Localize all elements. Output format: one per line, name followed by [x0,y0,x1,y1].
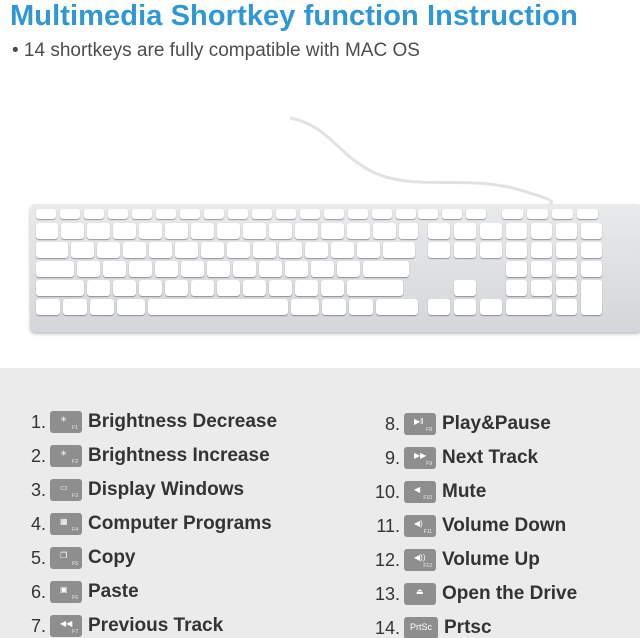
item-number: 2. [30,445,46,466]
keyboard-key [531,261,552,277]
item-label: Next Track [442,447,539,468]
keyboard-key [466,209,486,219]
keyboard-key [191,280,214,296]
keyboard-key [295,223,318,239]
keyboard-key [383,242,415,258]
keyboard-key [357,242,380,258]
keyboard-key [217,280,240,296]
keyboard-key [279,242,302,258]
brightness-up-icon: ☀ F2 [50,445,82,467]
volume-up-icon: ◀)) F12 [404,549,436,571]
shortkey-item-2 [12,442,270,470]
brightness-down-icon: ☀ F1 [50,411,82,433]
keyboard-key [418,209,438,219]
keyboard-key [165,223,188,239]
keyboard-key [103,261,126,277]
shortkey-item-7 [12,612,223,638]
mute-icon: ◀ F10 [404,481,436,503]
item-label: Open the Drive [442,583,578,604]
keyboard-key [117,299,145,315]
keyboard-key [204,209,224,219]
keyboard-key [399,223,418,239]
shortkey-item-10 [370,478,486,506]
keyboard-key [531,242,552,258]
keyboard-key [581,280,602,315]
keyboard-key [506,261,527,277]
previous-track-icon: ◀◀ F7 [50,615,82,637]
keyboard-key [324,209,344,219]
item-number: 5. [30,547,46,568]
keyboard-key [552,209,573,219]
volume-down-icon: ◀) F11 [404,515,436,537]
item-label: Brightness Increase [88,445,270,466]
item-label: Prtsc [444,617,492,638]
keyboard-key [373,223,396,239]
page-title: Multimedia Shortkey function Instruction [10,0,578,32]
item-number: 4. [30,513,46,534]
keyboard-key [480,299,502,315]
keyboard-key [139,223,162,239]
keyboard-key [113,280,136,296]
keyboard-key [108,209,128,219]
item-number: 6. [30,581,46,602]
keyboard-key [253,242,276,258]
shortkey-item-5 [12,544,136,572]
item-number: 11. [376,515,400,536]
keyboard-key [181,261,204,277]
keyboard-key [129,261,152,277]
keyboard-key [139,280,162,296]
keyboard-key [376,299,418,315]
keyboard-key [60,209,80,219]
keyboard-key [276,209,296,219]
shortkey-item-13 [370,580,577,608]
keyboard-key [556,299,577,315]
keyboard-key [556,242,577,258]
paste-icon: ▣ F6 [50,581,82,603]
keyboard-key [337,261,360,277]
keyboard-key [243,280,266,296]
display-windows-icon: ▭ F3 [50,479,82,501]
keyboard-key [269,223,292,239]
keyboard-key [149,242,172,258]
eject-icon: ⏏ [404,583,436,605]
keyboard-key [207,261,230,277]
keyboard-key [252,209,272,219]
keyboard-key [372,209,392,219]
keyboard-key [201,242,224,258]
keyboard-key [228,209,248,219]
computer-programs-icon: ▦ F4 [50,513,82,535]
keyboard-key [77,261,100,277]
item-label: Computer Programs [88,513,272,534]
keyboard-key [97,242,120,258]
keyboard-key [61,223,84,239]
keyboard-key [428,223,450,239]
keyboard-key [36,299,60,315]
copy-icon: ❐ F5 [50,547,82,569]
item-label: Volume Up [442,549,540,570]
shortkey-item-12 [370,546,540,574]
keyboard-key [349,299,373,315]
keyboard-key [396,209,416,219]
keyboard-key [428,242,450,258]
keyboard-key [243,223,266,239]
play-pause-icon: ▶‖ F8 [404,413,436,435]
item-number: 7. [30,615,46,636]
keyboard-key [331,242,354,258]
keyboard-key [227,242,250,258]
shortkey-item-6 [12,578,139,606]
keyboard-key [581,242,602,258]
keyboard-key [363,261,409,277]
shortkey-item-9 [370,444,538,472]
item-number: 10. [374,481,400,502]
item-label: Volume Down [442,515,567,536]
keyboard-key [454,223,476,239]
keyboard-key [311,261,334,277]
keyboard-key [506,242,527,258]
keyboard-image [30,204,640,332]
item-number: 1. [30,411,46,432]
keyboard-key [531,280,552,296]
keyboard-key [527,209,548,219]
item-label: Display Windows [88,479,245,500]
item-number: 8. [384,413,400,434]
item-number: 3. [30,479,46,500]
item-label: Copy [88,547,136,568]
keyboard-key [291,299,319,315]
keyboard-key [347,223,370,239]
keyboard-key [502,209,523,219]
keyboard-key [556,223,577,239]
item-label: Play&Pause [442,413,551,434]
item-number: 13. [374,583,400,604]
keyboard-key [454,242,476,258]
keyboard-key [322,299,346,315]
keyboard-key [531,223,552,239]
keyboard-key [63,299,87,315]
keyboard-key [148,299,288,315]
keyboard-key [295,280,318,296]
keyboard-key [506,280,527,296]
keyboard-key [442,209,462,219]
keyboard-key [305,242,328,258]
keyboard-key [581,223,602,239]
item-number: 14. [374,617,400,638]
shortkey-item-4 [12,510,272,538]
item-label: Mute [442,481,487,502]
next-track-icon: ▶▶ F9 [404,447,436,469]
keyboard-key [506,223,527,239]
keyboard-key [155,261,178,277]
shortkey-item-8 [370,410,551,438]
keyboard-key [36,242,68,258]
keyboard-key [348,209,368,219]
keyboard-key [506,299,552,315]
keyboard-key [71,242,94,258]
keyboard-key [577,209,598,219]
keyboard-key [480,223,502,239]
keyboard-key [233,261,256,277]
shortkey-item-1 [12,408,277,436]
keyboard-key [259,261,282,277]
shortkey-panel [0,368,640,638]
keyboard-key [581,261,602,277]
keyboard-key [454,280,476,296]
keyboard-key [269,280,292,296]
keyboard-key [87,280,110,296]
shortkey-item-3 [12,476,244,504]
shortkey-item-14 [370,614,492,638]
keyboard-key [347,280,403,296]
keyboard-key [300,209,320,219]
prtsc-key: PrtSc [404,617,438,638]
keyboard-key [217,223,240,239]
keyboard-key [556,280,577,296]
keyboard-key [90,299,114,315]
keyboard-key [36,261,74,277]
keyboard-key [454,299,476,315]
item-label: Paste [88,581,139,602]
keyboard-key [480,242,502,258]
keyboard-key [191,223,214,239]
keyboard-key [36,209,56,219]
keyboard-key [175,242,198,258]
keyboard-key [113,223,136,239]
keyboard-key [321,223,344,239]
item-number: 9. [384,447,400,468]
shortkey-item-11 [370,512,566,540]
keyboard-key [84,209,104,219]
keyboard-key [87,223,110,239]
keyboard-key [428,299,450,315]
keyboard-key [36,223,58,239]
keyboard-key [132,209,152,219]
keyboard-key [180,209,200,219]
keyboard-key [165,280,188,296]
keyboard-key [156,209,176,219]
item-label: Previous Track [88,615,224,636]
keyboard-key [123,242,146,258]
keyboard-key [556,261,577,277]
subtitle: • 14 shortkeys are fully compatible with MAC OS [12,40,420,61]
item-label: Brightness Decrease [88,411,278,432]
item-number: 12. [374,549,400,570]
keyboard-key [321,280,344,296]
keyboard-key [285,261,308,277]
keyboard-key [36,280,84,296]
